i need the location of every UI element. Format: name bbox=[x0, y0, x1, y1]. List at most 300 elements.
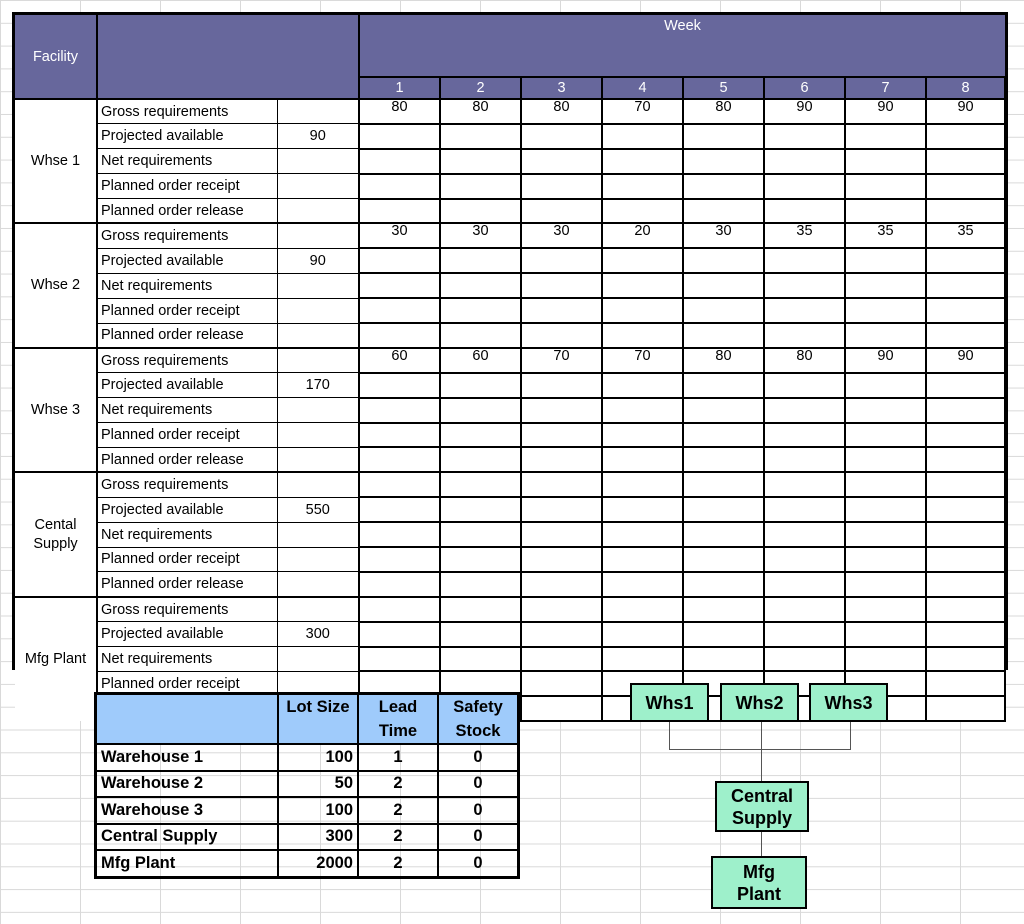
mrp-row bbox=[15, 447, 1005, 472]
initial-cell[interactable] bbox=[277, 199, 359, 224]
week-cell[interactable] bbox=[602, 323, 683, 348]
week-cell[interactable] bbox=[359, 149, 440, 174]
week-cell[interactable] bbox=[359, 622, 440, 647]
week-cell[interactable] bbox=[926, 497, 1005, 522]
week-cell[interactable] bbox=[359, 248, 440, 273]
week-cell[interactable] bbox=[359, 298, 440, 323]
week-cell[interactable] bbox=[845, 597, 926, 622]
week-cell[interactable] bbox=[683, 572, 764, 597]
week-cell[interactable] bbox=[845, 398, 926, 423]
week-cell[interactable] bbox=[440, 497, 521, 522]
week-cell[interactable] bbox=[926, 248, 1005, 273]
mfg-line1: Mfg bbox=[743, 861, 775, 882]
node-whs3: Whs3 bbox=[809, 683, 888, 722]
week-cell[interactable] bbox=[926, 447, 1005, 472]
week-cell[interactable] bbox=[764, 149, 845, 174]
week-cell[interactable] bbox=[521, 398, 602, 423]
week-cell[interactable] bbox=[440, 298, 521, 323]
week-cell[interactable] bbox=[683, 622, 764, 647]
week-cell[interactable] bbox=[521, 622, 602, 647]
param-lead-time: 2 bbox=[358, 850, 438, 877]
week-cell[interactable] bbox=[926, 373, 1005, 398]
week-cell[interactable] bbox=[359, 423, 440, 448]
mrp-grid bbox=[12, 12, 1008, 692]
mrp-row bbox=[15, 597, 1005, 622]
param-name: Warehouse 1 bbox=[96, 744, 279, 771]
mrp-row bbox=[15, 223, 1005, 248]
initial-projected-available[interactable]: 90 bbox=[277, 124, 359, 149]
param-lot-size: 100 bbox=[278, 797, 358, 824]
param-header-blank bbox=[96, 694, 279, 745]
week-cell[interactable] bbox=[359, 398, 440, 423]
week-cell[interactable] bbox=[359, 497, 440, 522]
node-central-supply bbox=[715, 781, 809, 832]
week-cell[interactable] bbox=[521, 497, 602, 522]
week-cell[interactable] bbox=[440, 423, 521, 448]
param-lead-time: 2 bbox=[358, 797, 438, 824]
mrp-row bbox=[15, 348, 1005, 373]
week-cell[interactable] bbox=[683, 472, 764, 497]
week-cell[interactable] bbox=[602, 497, 683, 522]
week-cell[interactable] bbox=[359, 124, 440, 149]
param-safety-stock: 0 bbox=[438, 744, 519, 771]
week-cell[interactable] bbox=[521, 671, 602, 696]
week-cell[interactable] bbox=[764, 572, 845, 597]
row-label: Planned order receipt bbox=[97, 174, 277, 199]
row-label: Planned order release bbox=[97, 572, 277, 597]
initial-cell[interactable] bbox=[277, 273, 359, 298]
week-cell[interactable] bbox=[359, 323, 440, 348]
week-cell[interactable] bbox=[359, 199, 440, 224]
week-cell[interactable] bbox=[845, 298, 926, 323]
initial-cell[interactable] bbox=[277, 547, 359, 572]
row-label: Planned order receipt bbox=[97, 547, 277, 572]
week-cell[interactable] bbox=[764, 398, 845, 423]
week-cell[interactable] bbox=[521, 647, 602, 672]
facility-name: Cental Supply bbox=[15, 472, 97, 596]
week-cell[interactable] bbox=[683, 199, 764, 224]
week-cell[interactable] bbox=[764, 622, 845, 647]
week-cell[interactable]: 80 bbox=[683, 99, 764, 124]
week-cell[interactable] bbox=[764, 497, 845, 522]
week-cell[interactable] bbox=[683, 647, 764, 672]
week-cell[interactable] bbox=[845, 522, 926, 547]
initial-cell[interactable] bbox=[277, 223, 359, 248]
week-cell[interactable]: 80 bbox=[359, 99, 440, 124]
week-cell[interactable] bbox=[845, 497, 926, 522]
week-cell[interactable] bbox=[845, 423, 926, 448]
week-cell[interactable] bbox=[683, 423, 764, 448]
week-cell[interactable]: 35 bbox=[764, 223, 845, 248]
week-cell[interactable] bbox=[521, 597, 602, 622]
week-cell[interactable] bbox=[683, 597, 764, 622]
mrp-row bbox=[15, 298, 1005, 323]
mrp-row bbox=[15, 323, 1005, 348]
week-cell[interactable] bbox=[845, 373, 926, 398]
week-cell[interactable] bbox=[683, 522, 764, 547]
week-cell[interactable] bbox=[602, 199, 683, 224]
param-name: Central Supply bbox=[96, 824, 279, 851]
week-cell[interactable] bbox=[602, 547, 683, 572]
week-cell[interactable] bbox=[359, 572, 440, 597]
node-whs2: Whs2 bbox=[720, 683, 799, 722]
mrp-row bbox=[15, 497, 1005, 522]
week-cell[interactable] bbox=[845, 124, 926, 149]
week-cell[interactable]: 70 bbox=[602, 348, 683, 373]
week-cell[interactable] bbox=[764, 423, 845, 448]
week-cell[interactable] bbox=[440, 447, 521, 472]
week-cell[interactable] bbox=[602, 273, 683, 298]
param-row bbox=[96, 850, 519, 877]
week-cell[interactable] bbox=[602, 572, 683, 597]
week-number-header: 2 bbox=[440, 77, 521, 99]
row-label: Planned order receipt bbox=[97, 298, 277, 323]
label-header-blank bbox=[97, 15, 359, 99]
param-lead-time: 1 bbox=[358, 744, 438, 771]
week-cell[interactable]: 30 bbox=[683, 223, 764, 248]
week-cell[interactable] bbox=[845, 472, 926, 497]
week-cell[interactable] bbox=[764, 323, 845, 348]
row-label: Gross requirements bbox=[97, 99, 277, 124]
connector-whs2 bbox=[761, 722, 762, 782]
initial-projected-available[interactable]: 90 bbox=[277, 248, 359, 273]
mrp-body bbox=[15, 99, 1005, 721]
week-cell[interactable]: 60 bbox=[440, 348, 521, 373]
week-cell[interactable] bbox=[359, 373, 440, 398]
week-cell[interactable] bbox=[845, 647, 926, 672]
week-cell[interactable] bbox=[845, 273, 926, 298]
param-name: Warehouse 3 bbox=[96, 797, 279, 824]
week-cell[interactable] bbox=[926, 149, 1005, 174]
week-cell[interactable] bbox=[764, 273, 845, 298]
week-cell[interactable] bbox=[602, 522, 683, 547]
facility-name: Whse 1 bbox=[15, 99, 97, 223]
week-cell[interactable] bbox=[602, 373, 683, 398]
initial-cell[interactable] bbox=[277, 398, 359, 423]
week-cell[interactable] bbox=[926, 547, 1005, 572]
initial-cell[interactable] bbox=[277, 472, 359, 497]
mrp-row bbox=[15, 522, 1005, 547]
initial-cell[interactable] bbox=[277, 522, 359, 547]
initial-cell[interactable] bbox=[277, 348, 359, 373]
week-cell[interactable] bbox=[764, 248, 845, 273]
safety-stock-header: Safety Stock bbox=[438, 694, 519, 745]
week-cell[interactable] bbox=[764, 373, 845, 398]
week-cell[interactable] bbox=[683, 497, 764, 522]
week-cell[interactable] bbox=[521, 174, 602, 199]
row-label: Net requirements bbox=[97, 647, 277, 672]
row-label: Gross requirements bbox=[97, 223, 277, 248]
week-cell[interactable] bbox=[602, 597, 683, 622]
mrp-row bbox=[15, 472, 1005, 497]
week-cell[interactable] bbox=[764, 472, 845, 497]
week-cell[interactable]: 70 bbox=[521, 348, 602, 373]
initial-projected-available[interactable]: 550 bbox=[277, 497, 359, 522]
week-cell[interactable] bbox=[440, 472, 521, 497]
week-cell[interactable]: 90 bbox=[764, 99, 845, 124]
param-name: Mfg Plant bbox=[96, 850, 279, 877]
week-cell[interactable] bbox=[602, 248, 683, 273]
week-cell[interactable] bbox=[683, 373, 764, 398]
row-label: Projected available bbox=[97, 622, 277, 647]
week-number-header: 4 bbox=[602, 77, 683, 99]
parameter-body bbox=[96, 744, 519, 877]
week-cell[interactable] bbox=[845, 174, 926, 199]
mrp-row bbox=[15, 622, 1005, 647]
row-label: Net requirements bbox=[97, 398, 277, 423]
week-cell[interactable]: 30 bbox=[440, 223, 521, 248]
initial-cell[interactable] bbox=[277, 323, 359, 348]
week-cell[interactable] bbox=[926, 647, 1005, 672]
mrp-row bbox=[15, 273, 1005, 298]
week-cell[interactable] bbox=[359, 547, 440, 572]
week-number-header: 8 bbox=[926, 77, 1005, 99]
week-cell[interactable] bbox=[926, 522, 1005, 547]
week-cell[interactable] bbox=[602, 149, 683, 174]
row-label: Gross requirements bbox=[97, 348, 277, 373]
row-label: Projected available bbox=[97, 373, 277, 398]
row-label: Gross requirements bbox=[97, 472, 277, 497]
week-cell[interactable] bbox=[926, 597, 1005, 622]
initial-cell[interactable] bbox=[277, 572, 359, 597]
week-cell[interactable] bbox=[440, 597, 521, 622]
mrp-row bbox=[15, 248, 1005, 273]
initial-cell[interactable] bbox=[277, 298, 359, 323]
week-cell[interactable] bbox=[521, 547, 602, 572]
week-cell[interactable] bbox=[521, 423, 602, 448]
row-label: Projected available bbox=[97, 497, 277, 522]
mrp-row bbox=[15, 572, 1005, 597]
week-cell[interactable] bbox=[764, 522, 845, 547]
param-safety-stock: 0 bbox=[438, 824, 519, 851]
week-cell[interactable]: 90 bbox=[845, 99, 926, 124]
week-cell[interactable] bbox=[683, 149, 764, 174]
week-cell[interactable] bbox=[440, 398, 521, 423]
week-cell[interactable] bbox=[683, 248, 764, 273]
week-cell[interactable] bbox=[521, 273, 602, 298]
week-cell[interactable] bbox=[440, 373, 521, 398]
week-cell[interactable] bbox=[602, 622, 683, 647]
week-cell[interactable] bbox=[521, 522, 602, 547]
week-cell[interactable] bbox=[845, 323, 926, 348]
mrp-row bbox=[15, 99, 1005, 124]
parameter-table bbox=[94, 692, 520, 879]
week-cell[interactable] bbox=[683, 298, 764, 323]
week-cell[interactable] bbox=[602, 124, 683, 149]
week-cell[interactable] bbox=[521, 572, 602, 597]
week-cell[interactable] bbox=[764, 124, 845, 149]
param-lot-size: 50 bbox=[278, 771, 358, 798]
mrp-table bbox=[15, 15, 1006, 722]
week-header: Week bbox=[359, 15, 1005, 77]
initial-projected-available[interactable]: 300 bbox=[277, 622, 359, 647]
week-cell[interactable] bbox=[683, 124, 764, 149]
week-cell[interactable] bbox=[602, 472, 683, 497]
connector-whs3 bbox=[850, 722, 851, 750]
week-cell[interactable] bbox=[359, 472, 440, 497]
week-cell[interactable] bbox=[926, 622, 1005, 647]
row-label: Net requirements bbox=[97, 149, 277, 174]
week-number-header: 5 bbox=[683, 77, 764, 99]
week-cell[interactable] bbox=[764, 597, 845, 622]
param-safety-stock: 0 bbox=[438, 850, 519, 877]
week-cell[interactable] bbox=[440, 149, 521, 174]
week-cell[interactable] bbox=[359, 174, 440, 199]
week-cell[interactable] bbox=[926, 398, 1005, 423]
mfg-line2: Plant bbox=[736, 883, 781, 904]
week-cell[interactable] bbox=[521, 248, 602, 273]
week-cell[interactable] bbox=[845, 149, 926, 174]
week-cell[interactable] bbox=[440, 547, 521, 572]
row-label: Planned order receipt bbox=[97, 671, 277, 696]
week-cell[interactable] bbox=[359, 597, 440, 622]
initial-cell[interactable] bbox=[277, 99, 359, 124]
initial-cell[interactable] bbox=[277, 647, 359, 672]
week-cell[interactable] bbox=[521, 323, 602, 348]
week-cell[interactable] bbox=[602, 398, 683, 423]
week-cell[interactable]: 90 bbox=[926, 348, 1005, 373]
lot-size-header: Lot Size bbox=[278, 694, 358, 745]
mrp-row bbox=[15, 174, 1005, 199]
week-cell[interactable] bbox=[683, 398, 764, 423]
week-cell[interactable] bbox=[440, 124, 521, 149]
week-cell[interactable] bbox=[359, 447, 440, 472]
week-cell[interactable] bbox=[521, 696, 602, 721]
week-cell[interactable] bbox=[926, 472, 1005, 497]
week-cell[interactable] bbox=[764, 298, 845, 323]
week-cell[interactable]: 90 bbox=[926, 99, 1005, 124]
central-line2: Supply bbox=[731, 807, 792, 828]
week-cell[interactable] bbox=[845, 622, 926, 647]
central-line1: Central bbox=[730, 785, 793, 806]
initial-cell[interactable] bbox=[277, 597, 359, 622]
week-cell[interactable] bbox=[521, 298, 602, 323]
week-number-header: 7 bbox=[845, 77, 926, 99]
week-cell[interactable] bbox=[359, 522, 440, 547]
initial-cell[interactable] bbox=[277, 447, 359, 472]
week-cell[interactable] bbox=[440, 522, 521, 547]
week-cell[interactable] bbox=[440, 323, 521, 348]
initial-cell[interactable] bbox=[277, 149, 359, 174]
week-cell[interactable] bbox=[764, 647, 845, 672]
week-cell[interactable]: 80 bbox=[683, 348, 764, 373]
week-cell[interactable] bbox=[683, 323, 764, 348]
week-cell[interactable] bbox=[602, 298, 683, 323]
week-cell[interactable] bbox=[521, 149, 602, 174]
mrp-row bbox=[15, 124, 1005, 149]
week-cell[interactable] bbox=[926, 423, 1005, 448]
week-cell[interactable] bbox=[521, 472, 602, 497]
week-cell[interactable]: 20 bbox=[602, 223, 683, 248]
week-cell[interactable] bbox=[926, 323, 1005, 348]
mrp-row bbox=[15, 199, 1005, 224]
param-lead-time: 2 bbox=[358, 771, 438, 798]
week-cell[interactable]: 30 bbox=[359, 223, 440, 248]
initial-cell[interactable] bbox=[277, 423, 359, 448]
week-cell[interactable] bbox=[440, 647, 521, 672]
week-cell[interactable] bbox=[521, 124, 602, 149]
row-label: Net requirements bbox=[97, 522, 277, 547]
initial-cell[interactable] bbox=[277, 174, 359, 199]
param-lead-time: 2 bbox=[358, 824, 438, 851]
week-cell[interactable] bbox=[926, 671, 1005, 696]
week-cell[interactable]: 35 bbox=[926, 223, 1005, 248]
week-cell[interactable] bbox=[440, 572, 521, 597]
week-cell[interactable] bbox=[683, 447, 764, 472]
mrp-row bbox=[15, 398, 1005, 423]
week-cell[interactable] bbox=[359, 273, 440, 298]
week-cell[interactable] bbox=[683, 174, 764, 199]
week-cell[interactable]: 80 bbox=[440, 99, 521, 124]
week-cell[interactable] bbox=[602, 423, 683, 448]
week-cell[interactable] bbox=[440, 199, 521, 224]
mrp-row bbox=[15, 547, 1005, 572]
initial-projected-available[interactable]: 170 bbox=[277, 373, 359, 398]
row-label: Planned order release bbox=[97, 447, 277, 472]
param-name: Warehouse 2 bbox=[96, 771, 279, 798]
week-cell[interactable] bbox=[926, 696, 1005, 721]
week-cell[interactable]: 60 bbox=[359, 348, 440, 373]
week-cell[interactable] bbox=[845, 572, 926, 597]
week-cell[interactable] bbox=[440, 174, 521, 199]
node-mfg-plant bbox=[711, 856, 807, 909]
param-lot-size: 2000 bbox=[278, 850, 358, 877]
week-cell[interactable] bbox=[359, 647, 440, 672]
week-cell[interactable] bbox=[845, 447, 926, 472]
week-cell[interactable] bbox=[926, 273, 1005, 298]
week-cell[interactable]: 80 bbox=[521, 99, 602, 124]
week-cell[interactable] bbox=[521, 199, 602, 224]
week-cell[interactable]: 70 bbox=[602, 99, 683, 124]
week-cell[interactable] bbox=[926, 174, 1005, 199]
param-row bbox=[96, 824, 519, 851]
param-lot-size: 100 bbox=[278, 744, 358, 771]
week-cell[interactable] bbox=[845, 547, 926, 572]
week-cell[interactable] bbox=[764, 547, 845, 572]
week-cell[interactable] bbox=[683, 547, 764, 572]
week-cell[interactable] bbox=[521, 447, 602, 472]
mrp-row bbox=[15, 373, 1005, 398]
week-cell[interactable]: 80 bbox=[764, 348, 845, 373]
connector-whs1 bbox=[669, 722, 670, 750]
week-cell[interactable] bbox=[926, 572, 1005, 597]
param-safety-stock: 0 bbox=[438, 797, 519, 824]
week-cell[interactable] bbox=[926, 124, 1005, 149]
week-cell[interactable] bbox=[440, 622, 521, 647]
week-cell[interactable] bbox=[521, 373, 602, 398]
week-cell[interactable]: 90 bbox=[845, 348, 926, 373]
week-cell[interactable]: 35 bbox=[845, 223, 926, 248]
week-cell[interactable] bbox=[440, 248, 521, 273]
week-cell[interactable] bbox=[926, 199, 1005, 224]
week-cell[interactable] bbox=[440, 273, 521, 298]
mrp-row bbox=[15, 423, 1005, 448]
week-cell[interactable] bbox=[845, 248, 926, 273]
row-label: Net requirements bbox=[97, 273, 277, 298]
week-cell[interactable] bbox=[926, 298, 1005, 323]
week-cell[interactable] bbox=[683, 273, 764, 298]
week-cell[interactable] bbox=[845, 199, 926, 224]
week-cell[interactable] bbox=[764, 447, 845, 472]
week-cell[interactable] bbox=[602, 447, 683, 472]
week-cell[interactable]: 30 bbox=[521, 223, 602, 248]
week-cell[interactable] bbox=[764, 199, 845, 224]
week-cell[interactable] bbox=[602, 647, 683, 672]
mrp-row bbox=[15, 149, 1005, 174]
week-cell[interactable] bbox=[602, 174, 683, 199]
param-row bbox=[96, 744, 519, 771]
week-cell[interactable] bbox=[764, 174, 845, 199]
